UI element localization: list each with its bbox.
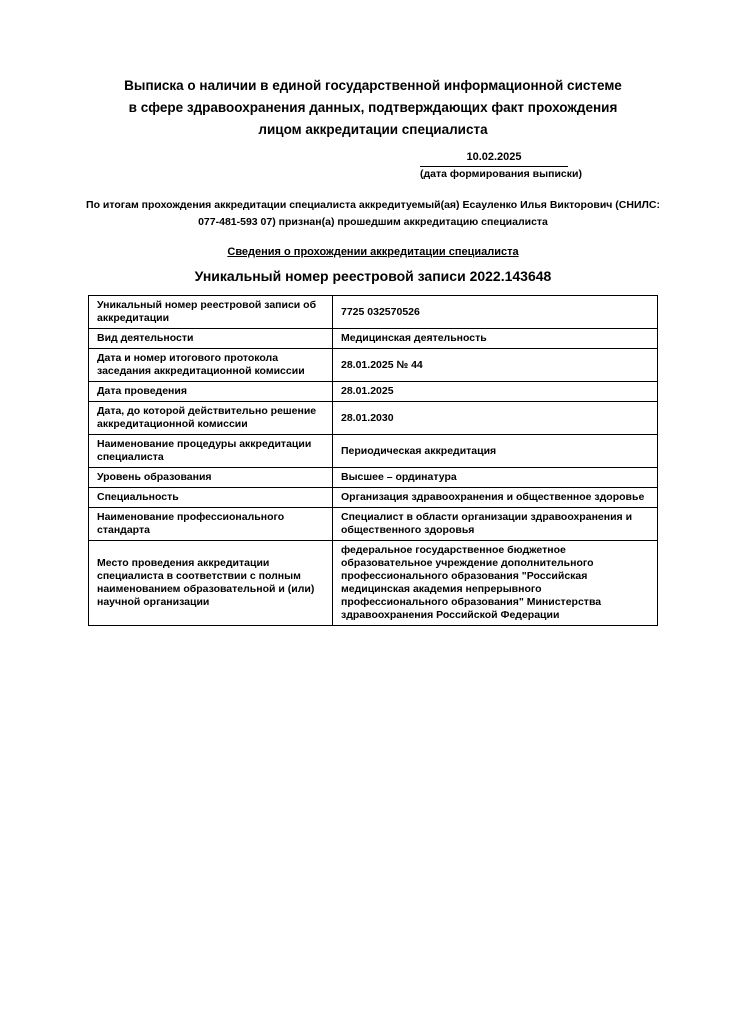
accreditation-table bbox=[88, 295, 658, 626]
registry-number-heading: Уникальный номер реестровой записи 2022.143648 bbox=[194, 268, 552, 284]
table-cell-label: Вид деятельности bbox=[89, 329, 333, 349]
table-cell-value: 28.01.2025 bbox=[333, 382, 658, 402]
table-cell-label: Наименование профессионального стандарта bbox=[89, 508, 333, 541]
table-cell-value: Специалист в области организации здравоохранения и общественного здоровья bbox=[333, 508, 658, 541]
table-row bbox=[89, 402, 658, 435]
table-cell-value: Организация здравоохранения и общественное здоровье bbox=[333, 488, 658, 508]
table-row bbox=[89, 329, 658, 349]
table-cell-value: Периодическая аккредитация bbox=[333, 435, 658, 468]
table-row bbox=[89, 508, 658, 541]
table-cell-label: Наименование процедуры аккредитации специалиста bbox=[89, 435, 333, 468]
table-cell-value: 28.01.2030 bbox=[333, 402, 658, 435]
table-cell-label: Дата, до которой действительно решение аккредитационной комиссии bbox=[89, 402, 333, 435]
table-cell-label: Уникальный номер реестровой записи об аккредитации bbox=[89, 296, 333, 329]
table-cell-label: Место проведения аккредитации специалиста в соответствии с полным наименованием образовательной и (или) научной организации bbox=[89, 541, 333, 626]
table-row bbox=[89, 468, 658, 488]
section-heading: Сведения о прохождении аккредитации специалиста bbox=[227, 246, 519, 258]
table-row bbox=[89, 349, 658, 382]
table-cell-label: Уровень образования bbox=[89, 468, 333, 488]
extract-date: 10.02.2025 bbox=[420, 150, 568, 167]
extract-date-block bbox=[420, 150, 582, 181]
table-cell-label: Дата проведения bbox=[89, 382, 333, 402]
table-cell-value: Высшее – ординатура bbox=[333, 468, 658, 488]
table-row bbox=[89, 541, 658, 626]
table-row bbox=[89, 296, 658, 329]
table-cell-value: Медицинская деятельность bbox=[333, 329, 658, 349]
table-row bbox=[89, 488, 658, 508]
table-row bbox=[89, 382, 658, 402]
extract-date-caption: (дата формирования выписки) bbox=[420, 168, 582, 180]
table-cell-label: Специальность bbox=[89, 488, 333, 508]
intro-paragraph: По итогам прохождения аккредитации специалиста аккредитуемый(ая) Есауленко Илья Викторович (СНИЛС: 077-481-593 07) признан(а) прошедшим аккредитацию специалиста bbox=[86, 199, 660, 228]
table-cell-value: федеральное государственное бюджетное образовательное учреждение дополнительного профессионального образования "Российская медицинская академия непрерывного профессионального образования" Министерства здравоохранения Российской Федерации bbox=[333, 541, 658, 626]
table-row bbox=[89, 435, 658, 468]
table-cell-value: 28.01.2025 № 44 bbox=[333, 349, 658, 382]
table-cell-label: Дата и номер итогового протокола заседания аккредитационной комиссии bbox=[89, 349, 333, 382]
table-cell-value: 7725 032570526 bbox=[333, 296, 658, 329]
document-title: Выписка о наличии в единой государственной информационной системе в сфере здравоохранения данных, подтверждающих факт прохождения лицом аккредитации специалиста bbox=[124, 78, 622, 137]
